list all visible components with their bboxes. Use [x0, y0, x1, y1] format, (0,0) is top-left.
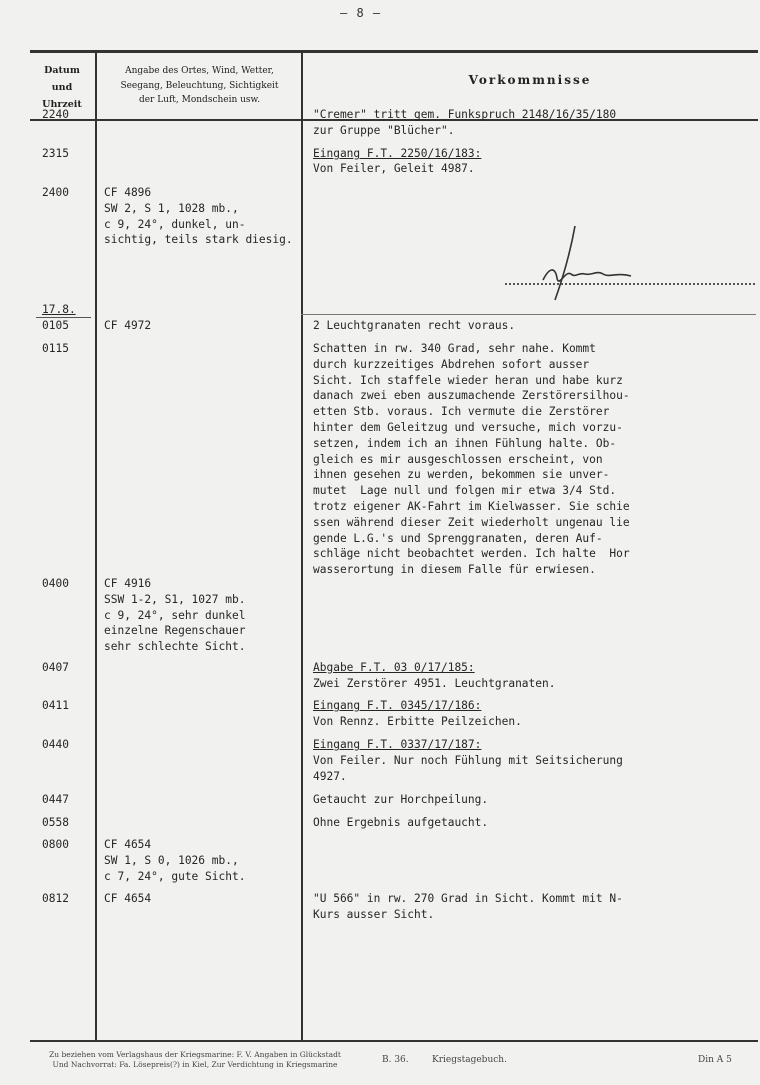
entry-heading-0407: Abgabe F.T. 03 0/17/185: — [313, 661, 475, 674]
entry-heading-0440: Eingang F.T. 0337/17/187: — [313, 738, 482, 751]
entry-text-0812: "U 566" in rw. 270 Grad in Sicht. Kommt mit N- Kurs ausser Sicht. — [313, 892, 623, 921]
entry-text-0411: Von Rennz. Erbitte Peilzeichen. — [313, 715, 522, 728]
section-rule — [301, 314, 756, 315]
header-date-time-label: Datum und Uhrzeit — [42, 65, 82, 110]
entry-time-2315: 2315 — [42, 147, 69, 160]
entry-time-0440: 0440 — [42, 738, 69, 751]
entry-time-0400: 0400 — [42, 577, 69, 590]
header-date-time — [30, 62, 94, 113]
entry-time-0812: 0812 — [42, 892, 69, 905]
entry-text-2240: "Cremer" tritt gem. Funkspruch 2148/16/35/180 zur Gruppe "Blücher". — [313, 108, 617, 137]
entry-text-0115: Schatten in rw. 340 Grad, sehr nahe. Kommt durch kurzzeitiges Abdrehen sofort ausser Sicht. Ich staffele wieder heran und habe kurz danach zwei eben auszumachende Zerstörersilhou- etten Stb. voraus. Ich vermute die Zerstörer hinter dem Geleitzug und versuche, mich vorzu- setzen, indem ich an ihnen Fühlung halte. Ob- gleich es mir ausgeschlossen erscheint, von ihnen gesehen zu werden, bekommen sie unver- mutet Lage null und folgen mir etwa 3/4 Std. trotz eigener AK-Fahrt im Kielwasser. Sie schie ssen während dieser Zeit wiederholt ungenau lie gende L.G.'s und Sprenggranaten, deren Auf- schläge nicht beobachtet werden. Ich halte Hor wasserortung in diesem Falle für erwiesen. — [313, 342, 630, 577]
entry-text-0105: 2 Leuchtgranaten recht voraus. — [313, 319, 516, 332]
header-events: Vorkommnisse — [468, 73, 592, 87]
page-number: — 8 — — [340, 6, 382, 20]
entry-date-17-8: 17.8. — [42, 303, 76, 316]
entry-heading-2315: Eingang F.T. 2250/16/183: — [313, 147, 482, 160]
entry-position-2400: CF 4896 SW 2, S 1, 1028 mb., c 9, 24°, dunkel, un- sichtig, teils stark diesig. — [104, 186, 293, 247]
entry-text-0558: Ohne Ergebnis aufgetaucht. — [313, 816, 489, 829]
header-location-weather-label: Angabe des Ortes, Wind, Wetter, Seegang, Beleuchtung, Sichtigkeit der Luft, Mondschein usw. — [120, 66, 279, 105]
entry-time-0407: 0407 — [42, 661, 69, 674]
column-divider-2 — [301, 50, 303, 1040]
entry-time-2400: 2400 — [42, 186, 69, 199]
signature-image — [535, 218, 645, 308]
entry-position-0105: CF 4972 — [104, 319, 152, 332]
entry-text-0447: Getaucht zur Horchpeilung. — [313, 793, 489, 806]
table-top-rule — [30, 50, 758, 53]
footer-printer-text: Zu beziehen vom Verlagshaus der Kriegsmarine: F. V. Angaben in Glückstadt Und Nachvorrat: Fa. Lösepreis(?) in Kiel, Zur Verdichtung in Kriegsmarine — [49, 1050, 341, 1069]
entry-text-0407: Zwei Zerstörer 4951. Leuchtgranaten. — [313, 677, 556, 690]
entry-time-2240: 2240 — [42, 108, 69, 121]
header-location-weather — [97, 64, 302, 108]
footer-form-number: B. 36. — [382, 1055, 409, 1065]
entry-time-0115: 0115 — [42, 342, 69, 355]
entry-text-2315: Von Feiler, Geleit 4987. — [313, 162, 475, 175]
entry-position-0400: CF 4916 SSW 1-2, S1, 1027 mb. c 9, 24°, sehr dunkel einzelne Regenschauer sehr schlechte Sicht. — [104, 577, 246, 654]
footer-format: Din A 5 — [698, 1055, 732, 1065]
entry-time-0558: 0558 — [42, 816, 69, 829]
entry-time-0800: 0800 — [42, 838, 69, 851]
entry-text-0440: Von Feiler. Nur noch Fühlung mit Seitsicherung 4927. — [313, 754, 623, 783]
entry-time-0105: 0105 — [42, 319, 69, 332]
table-bottom-rule — [30, 1040, 758, 1042]
entry-position-0800: CF 4654 SW 1, S 0, 1026 mb., c 7, 24°, gute Sicht. — [104, 838, 246, 883]
entry-heading-0411: Eingang F.T. 0345/17/186: — [313, 699, 482, 712]
entry-time-0411: 0411 — [42, 699, 69, 712]
footer-form-title: Kriegstagebuch. — [432, 1055, 507, 1065]
footer-printer-note — [40, 1050, 350, 1070]
entry-time-0447: 0447 — [42, 793, 69, 806]
entry-position-0812: CF 4654 — [104, 892, 152, 905]
signature-dotted-line — [505, 283, 755, 285]
